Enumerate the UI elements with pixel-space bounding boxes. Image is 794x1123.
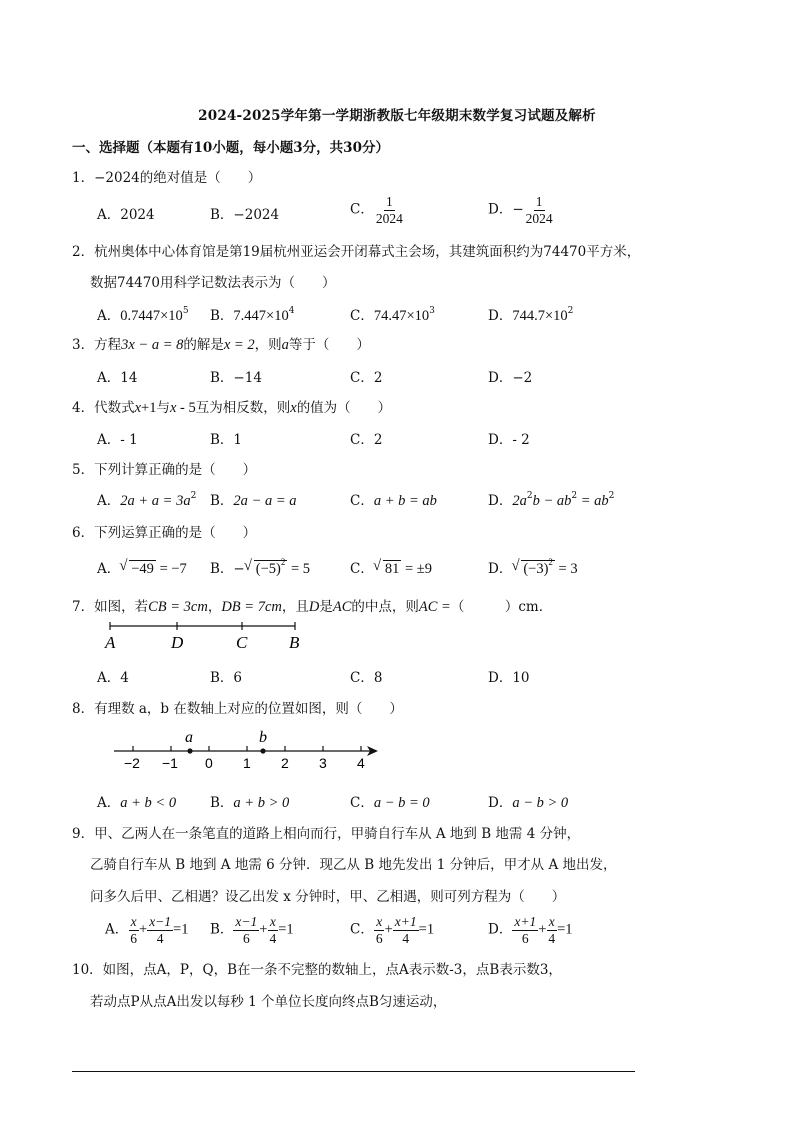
sqrt-symbol: √ $(-3)^2$ xyxy=(512,560,555,578)
q3-option-b: B．−14 xyxy=(210,370,262,386)
question-9-line-3: 问多久后甲、乙相遇？设乙出发 x 分钟时，甲、乙相遇，则可列方程为（ ） xyxy=(90,889,566,905)
q1-option-b: B．−2024 xyxy=(210,207,280,223)
tick-label-4: 4 xyxy=(357,755,365,771)
q7-option-d: D．10 xyxy=(488,670,530,686)
q1-option-c: C． $\frac{1}{2024}$ xyxy=(350,194,403,226)
q5-option-d: D．$2a^2b - ab^2 = ab^2$ xyxy=(488,490,615,509)
q8-option-c: C．a − b = 0 xyxy=(350,795,430,811)
tick-label-neg2: −2 xyxy=(124,755,140,771)
q7-option-c: C．8 xyxy=(350,670,383,686)
point-label-b: B xyxy=(289,633,300,652)
question-2-line-1: 2．杭州奥体中心体育馆是第19届杭州亚运会开闭幕式主会场，其建筑面积约为74470平方米， xyxy=(72,244,641,260)
q9-option-a: A． $\frac{x}{6}$ + $\frac{x-1}{4}$ =1 xyxy=(105,914,189,946)
question-8: 8．有理数 a，b 在数轴上对应的位置如图，则（ ） xyxy=(72,701,403,717)
q8-option-d: D．a − b > 0 xyxy=(488,795,569,811)
question-6: 6．下列运算正确的是（ ） xyxy=(72,525,257,541)
tick-label-neg1: −1 xyxy=(162,755,178,771)
tick-label-2: 2 xyxy=(281,755,289,771)
question-5: 5．下列计算正确的是（ ） xyxy=(72,462,257,478)
point-label-a: A xyxy=(105,633,116,652)
q2-option-b: B．$7.447\times 10^4$ xyxy=(210,305,295,324)
tick-label-3: 3 xyxy=(319,755,327,771)
q9-option-d: D． $\frac{x+1}{6}$ + $\frac{x}{4}$ =1 xyxy=(488,914,573,946)
q5-option-c: C．a + b = ab xyxy=(350,493,437,509)
question-1: 1．−2024的绝对值是（ ） xyxy=(72,170,262,186)
tick-label-0: 0 xyxy=(205,755,213,771)
footer-divider xyxy=(72,1071,635,1072)
q8-option-b: B．a + b > 0 xyxy=(210,795,290,811)
sqrt-symbol: √ −49 xyxy=(120,560,156,578)
q4-option-c: C．2 xyxy=(350,432,383,448)
point-b-label: b xyxy=(259,729,267,746)
q6-option-d: D．√ $(-3)^2 = 3$ xyxy=(488,557,578,578)
tick-label-1: 1 xyxy=(243,755,251,771)
question-9-line-2: 乙骑自行车从 B 地到 A 地需 6 分钟．现乙从 B 地先发出 1 分钟后，甲才从 A 地出发， xyxy=(90,857,617,873)
question-2-line-2: 数据74470用科学记数法表示为（ ） xyxy=(90,275,336,291)
question-10-line-1: 10．如图，点A，P，Q，B在一条不完整的数轴上，点A表示数-3，点B表示数3， xyxy=(72,962,562,978)
q4-option-a: A．- 1 xyxy=(97,432,138,448)
q3-option-c: C．2 xyxy=(350,370,383,386)
q2-option-a: A．$0.7447\times 10^5$ xyxy=(97,305,189,324)
q2-option-d: D．$744.7\times 10^2$ xyxy=(488,305,574,324)
q3-option-a: A．14 xyxy=(97,370,138,386)
q6-option-c: C．√ 81 = ±9 xyxy=(350,557,432,578)
point-a-dot xyxy=(187,748,192,753)
q5-option-a: A．$2a + a = 3a^2$ xyxy=(97,490,197,509)
point-label-c: C xyxy=(236,633,248,652)
q9-option-c: C． $\frac{x}{6}$ + $\frac{x+1}{4}$ =1 xyxy=(350,914,435,946)
q1-option-a: A．2024 xyxy=(97,207,155,223)
q7-option-a: A．4 xyxy=(97,670,129,686)
q3-option-d: D．−2 xyxy=(488,370,533,386)
point-label-d: D xyxy=(171,633,184,652)
question-3: 3．方程3x − a = 8的解是x = 2，则a等于（ ） xyxy=(72,337,370,353)
q1-option-d: D．− $\frac{1}{2024}$ xyxy=(488,194,553,226)
sqrt-symbol: √ $(-5)^2$ xyxy=(245,560,288,578)
q9-option-b: B． $\frac{x-1}{6}$ + $\frac{x}{4}$ =1 xyxy=(210,914,294,946)
q6-option-b: B．−√ $(-5)^2 = 5$ xyxy=(210,557,310,578)
question-10-line-2: 若动点P从点A出发以每秒 1 个单位长度向终点B匀速运动， xyxy=(90,994,447,1010)
q2-option-c: C．$74.47\times 10^3$ xyxy=(350,305,435,324)
point-b-dot xyxy=(260,748,265,753)
q4-option-d: D．- 2 xyxy=(488,432,530,448)
section-heading: 一、选择题（本题有10小题，每小题3分，共30分） xyxy=(72,140,389,156)
q4-option-b: B．1 xyxy=(210,432,243,448)
question-7: 7．如图，若CB = 3cm，DB = 7cm，且D是AC的中点，则AC =（ ）cm． xyxy=(72,599,553,615)
page-title: 2024-2025学年第一学期浙教版七年级期末数学复习试题及解析 xyxy=(198,108,596,124)
sqrt-symbol: √ 81 xyxy=(374,560,402,578)
question-4: 4．代数式x+1与x - 5互为相反数，则x的值为（ ） xyxy=(72,400,392,416)
segment-diagram xyxy=(100,620,310,654)
point-a-label: a xyxy=(185,729,193,746)
question-9-line-1: 9．甲、乙两人在一条笔直的道路上相向而行，甲骑自行车从 A 地到 B 地需 4 分钟， xyxy=(72,826,581,842)
q5-option-b: B．2a − a = a xyxy=(210,493,297,509)
q6-option-a: A．√ −49 = −7 xyxy=(97,557,187,578)
q8-option-a: A．a + b < 0 xyxy=(97,795,177,811)
number-line xyxy=(108,726,383,770)
q7-option-b: B．6 xyxy=(210,670,243,686)
